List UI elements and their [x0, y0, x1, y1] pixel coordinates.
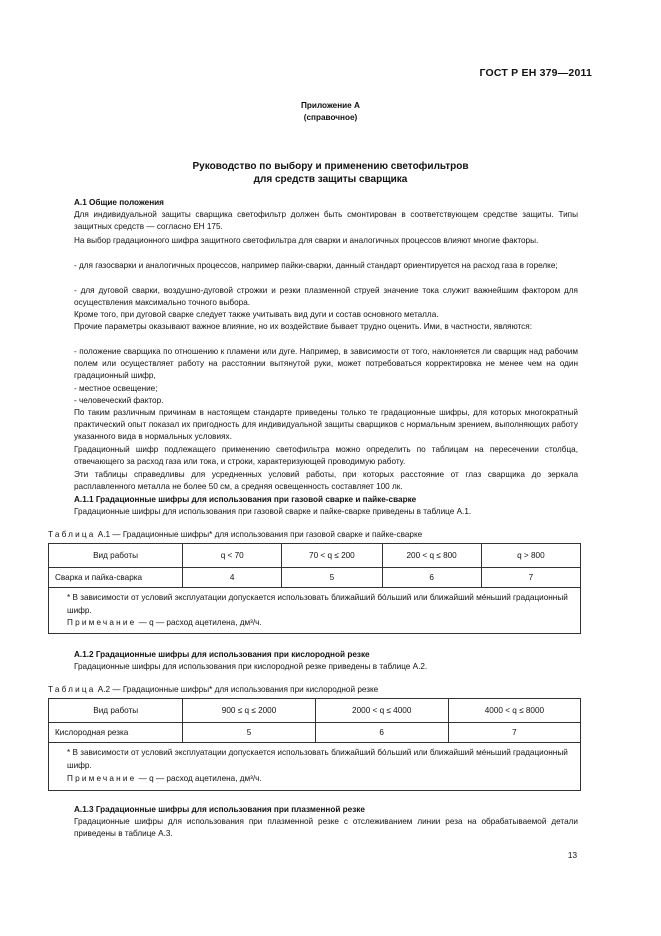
table-cell: 6 [382, 568, 481, 588]
paragraph: Градационный шифр подлежащего применению светофильтра можно определить по таблицам на пересечении столбца, отвечающего за расход газа или тока, и строки, характеризующей проводимую работу. [74, 445, 578, 467]
section-a11-heading: А.1.1 Градационные шифры для использования при газовой сварке и пайке-сварке [74, 495, 417, 504]
guide-title-line1: Руководство по выбору и применению светофильтров [192, 161, 469, 172]
annex-title: Приложение А [301, 101, 360, 110]
table-header-cell: 4000 < q ≤ 8000 [448, 699, 580, 723]
table-a1-caption: Таблица А.1 — Градационные шифры* для использования при газовой сварке и пайке-сварке [48, 530, 423, 539]
table-a2 [48, 698, 581, 743]
table-a1-footnote-box [48, 587, 581, 634]
paragraph: По таким различным причинам в настоящем стандарте приведены только те градационные шифры, для которых многократный практический опыт показал их пригодность для индивидуальной защиты сварщиков с нормальным зрением, выполняющих работу указанного вида в нормальных условиях. [74, 408, 578, 442]
paragraph: Кроме того, при дуговой сварке следует также учитывать вид дуги и состав основного металла. [74, 310, 439, 319]
table-row [49, 723, 581, 743]
section-a11-text: Градационные шифры для использования при газовой сварке и пайке-сварке приведены в таблице А.1. [74, 507, 472, 516]
table-header-cell: 900 ≤ q ≤ 2000 [183, 699, 315, 723]
table-cell: 7 [481, 568, 580, 588]
table-header-cell: Вид работы [49, 544, 183, 568]
table-cell: Сварка и пайка-сварка [49, 568, 183, 588]
paragraph: - человеческий фактор. [74, 396, 164, 405]
table-header-cell: q < 70 [183, 544, 282, 568]
table-a1 [48, 543, 581, 588]
table-header-cell: Вид работы [49, 699, 183, 723]
section-a13-text: Градационные шифры для использования при плазменной резке с отслеживанием линии реза на обрабатываемой детали приведены в таблице А.3. [74, 817, 578, 839]
table-a2-caption: Таблица А.2 — Градационные шифры* для использования при кислородной резке [48, 685, 379, 694]
paragraph: Для индивидуальной защиты сварщика светофильтр должен быть смонтирован в соответствующем средстве защиты. Типы защитных средств — согласно ЕН 175. [74, 210, 578, 232]
paragraph: Прочие параметры оказывают важное влияние, но их воздействие бывает трудно оценить. Ими, в частности, являются: [74, 322, 532, 331]
table-row [49, 568, 581, 588]
table-cell: 5 [282, 568, 382, 588]
table-header-cell: 200 < q ≤ 800 [382, 544, 481, 568]
table-header-row [49, 699, 581, 723]
paragraph: На выбор градационного шифра защитного светофильтра для сварки и аналогичных процессов влияют многие факторы. [74, 236, 539, 245]
page-number: 13 [567, 851, 577, 860]
table-header-cell: 70 < q ≤ 200 [282, 544, 382, 568]
annex-heading [0, 100, 661, 124]
table-a2-footnote: * В зависимости от условий эксплуатации допускается использовать ближайший бóльший или ближайший мéньший градационный шифр. [67, 748, 568, 770]
annex-subtitle: (справочное) [303, 113, 358, 122]
table-a2-note: Примечание — q — расход ацетилена, дм³/ч. [67, 774, 262, 783]
document-standard-id: ГОСТ Р ЕН 379—2011 [479, 67, 592, 79]
table-a1-note: Примечание — q — расход ацетилена, дм³/ч. [67, 618, 262, 627]
table-cell: 7 [448, 723, 580, 743]
table-a2-footnote-box [48, 742, 581, 791]
paragraph: Эти таблицы справедливы для усредненных условий работы, при которых расстояние от глаз сварщика до зеркала расплавленного металла не более 50 см, а средняя освещенность составляет 100 лк. [74, 470, 578, 492]
table-a1-footnote: * В зависимости от условий эксплуатации допускается использовать ближайший бóльший или ближайший мéньший градационный шифр. [67, 593, 568, 615]
paragraph: - для дуговой сварки, воздушно-дуговой строжки и резки плазменной струей значение тока служит важнейшим фактором для осуществления максимально точного выбора. [74, 286, 578, 308]
paragraph: - местное освещение; [74, 384, 158, 393]
section-a1-heading: А.1 Общие положения [74, 198, 164, 207]
section-a13-heading: А.1.3 Градационные шифры для использования при плазменной резке [74, 805, 365, 814]
table-cell: 6 [315, 723, 448, 743]
table-cell: 4 [183, 568, 282, 588]
guide-title [0, 160, 661, 186]
section-a12-heading: А.1.2 Градационные шифры для использования при кислородной резке [74, 650, 370, 659]
table-header-cell: 2000 < q ≤ 4000 [315, 699, 448, 723]
paragraph: - положение сварщика по отношению к пламени или дуге. Например, в зависимости от того, наклоняется ли сварщик над рабочим полем или осуществляет работу на расстоянии вытянутой руки, может потребоваться корректировка не менее чем на один градационный шифр, [74, 347, 578, 381]
table-cell: 5 [183, 723, 315, 743]
table-header-cell: q > 800 [481, 544, 580, 568]
section-a12-text: Градационные шифры для использования при кислородной резке приведены в таблице А.2. [74, 662, 428, 671]
table-cell: Кислородная резка [49, 723, 183, 743]
paragraph: - для газосварки и аналогичных процессов, например пайки-сварки, данный стандарт ориентируется на расход газа в горелке; [74, 261, 558, 270]
table-header-row [49, 544, 581, 568]
guide-title-line2: для средств защиты сварщика [253, 174, 408, 185]
